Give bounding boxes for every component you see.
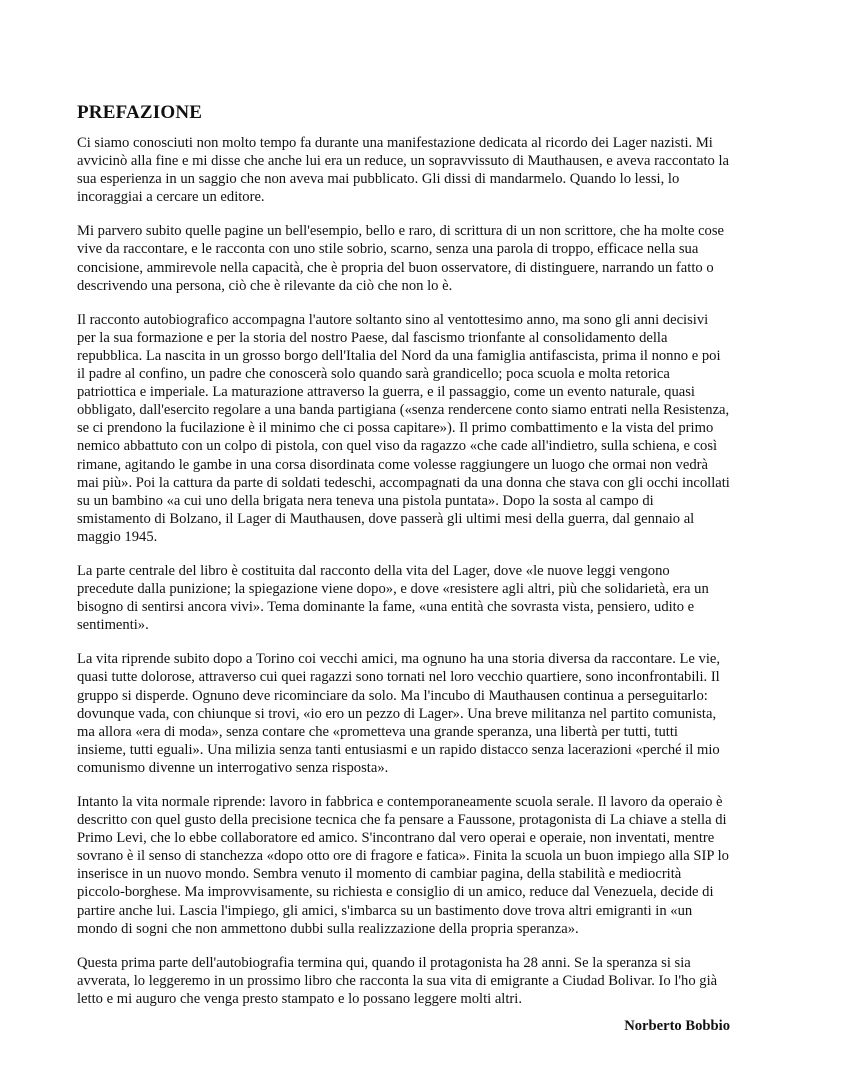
paragraph-6: Intanto la vita normale riprende: lavoro in fabbrica e contemporaneamente scuola serale. Il lavoro da operaio è descritto con quel gusto della precisione tecnica che fa pensare a Faussone, protagonista di La chiave a stella di Primo Levi, che lo ebbe collaboratore ed amico. S'incontrano dal vero operai e operaie, non inventati, mentre sovrano è il senso di stanchezza «dopo otto ore di fragore e fatica». Finita la scuola un buon impiego alla SIP lo inserisce in un nuovo mondo. Sembra venuto il momento di cambiar pagina, della stabilità e mediocrità piccolo-borghese. Ma improvvisamente, su richiesta e consiglio di un amico, reduce dal Venezuela, decide di partire anche lui. Lascia l'impiego, gli amici, s'imbarca su un bastimento dove trova altri emigranti in «un mondo di sogni che non ammettono dubbi sulla realizzazione della propria speranza». xyxy=(77,794,729,937)
paragraph-4: La parte centrale del libro è costituita dal racconto della vita del Lager, dove «le nuove leggi vengono precedute dalla punizione; la spiegazione viene dopo», e dove «resistere agli altri, più che solidarietà, era un bisogno di sentirsi ancora vivi». Tema dominante la fame, «una entità che sovrasta vista, pensiero, udito e sentimenti». xyxy=(77,562,709,634)
paragraph-3: Il racconto autobiografico accompagna l'autore soltanto sino al ventottesimo anno, ma sono gli anni decisivi per la sua formazione e per la storia del nostro Paese, dal fascismo trionfante al consolidamento della repubblica. La nascita in un grosso borgo dell'Italia del Nord da una famiglia antifascista, prima il nonno e poi il padre al confino, un padre che conoscerà solo quando sarà grandicello; poca scuola e molta retorica patriottica e imperiale. La maturazione attraverso la guerra, e il passaggio, come un evento naturale, quasi obbligato, dall'esercito regolare a una banda partigiana («senza rendercene conto siamo entrati nella Resistenza, se ci prendono la fucilazione è il minimo che ci possa capitare»). Il primo combattimento e la vista del primo nemico abbattuto con un colpo di pistola, con quel viso da ragazzo «che cade all'indietro, sulla schiena, e così rimane, agitando le gambe in una corsa disordinata come volesse raggiungere un luogo che ormai non vedrà mai più». Poi la cattura da parte di soldati tedeschi, accompagnati da una donna che stava con gli occhi incollati su un bambino «a cui uno della brigata nera teneva una pistola puntata». Dopo la sosta al campo di smistamento di Bolzano, il Lager di Mauthausen, dove passerà gli ultimi mesi della guerra, dal gennaio al maggio 1945. xyxy=(77,311,730,545)
paragraph-7: Questa prima parte dell'autobiografia termina qui, quando il protagonista ha 28 anni. Se la speranza si sia avverata, lo leggeremo in un prossimo libro che racconta la sua vita di emigrante a Ciudad Bolivar. Io l'ho già letto e mi auguro che venga presto stampato e lo possano leggere molti altri. xyxy=(77,954,718,1007)
document-page xyxy=(77,102,730,1035)
paragraph-5: La vita riprende subito dopo a Torino coi vecchi amici, ma ognuno ha una storia diversa da raccontare. Le vie, quasi tutte dolorose, attraverso cui quei ragazzi sono tornati nel loro vecchio quartiere, sono inconfrontabili. Il gruppo si disperde. Ognuno deve ricominciare da solo. Ma l'incubo di Mauthausen continua a perseguitarlo: dovunque vada, con chiunque si trovi, «io ero un pezzo di Lager». Una breve militanza nel partito comunista, ma allora «era di moda», senza contare che «prometteva una grande speranza, una libertà per tutti, tutti insieme, tutti eguali». Una milizia senza tanti entusiasmi e un rapido distacco senza lacerazioni «perché il mio comunismo divenne un interrogativo senza risposta». xyxy=(77,651,721,776)
paragraph-1: Ci siamo conosciuti non molto tempo fa durante una manifestazione dedicata al ricordo dei Lager nazisti. Mi avvicinò alla fine e mi disse che anche lui era un reduce, un sopravvissuto di Mauthausen, e aveva raccontato la sua esperienza in un saggio che non aveva mai pubblicato. Gli dissi di mandarmelo. Quando lo lessi, lo incoraggiai a cercare un editore. xyxy=(77,135,730,206)
paragraph-2: Mi parvero subito quelle pagine un bell'esempio, bello e raro, di scrittura di un non scrittore, che ha molte cose vive da raccontare, e le racconta con uno stile sobrio, scarno, senza una parola di troppo, efficace nella sua concisione, ammirevole nella capacità, che è propria del buon osservatore, di distinguere, narrando un fatto o descrivendo una persona, ciò che è rilevante da ciò che non lo è. xyxy=(77,223,724,294)
page-title: PREFAZIONE xyxy=(77,102,203,123)
author-signature: Norberto Bobbio xyxy=(624,1018,730,1035)
